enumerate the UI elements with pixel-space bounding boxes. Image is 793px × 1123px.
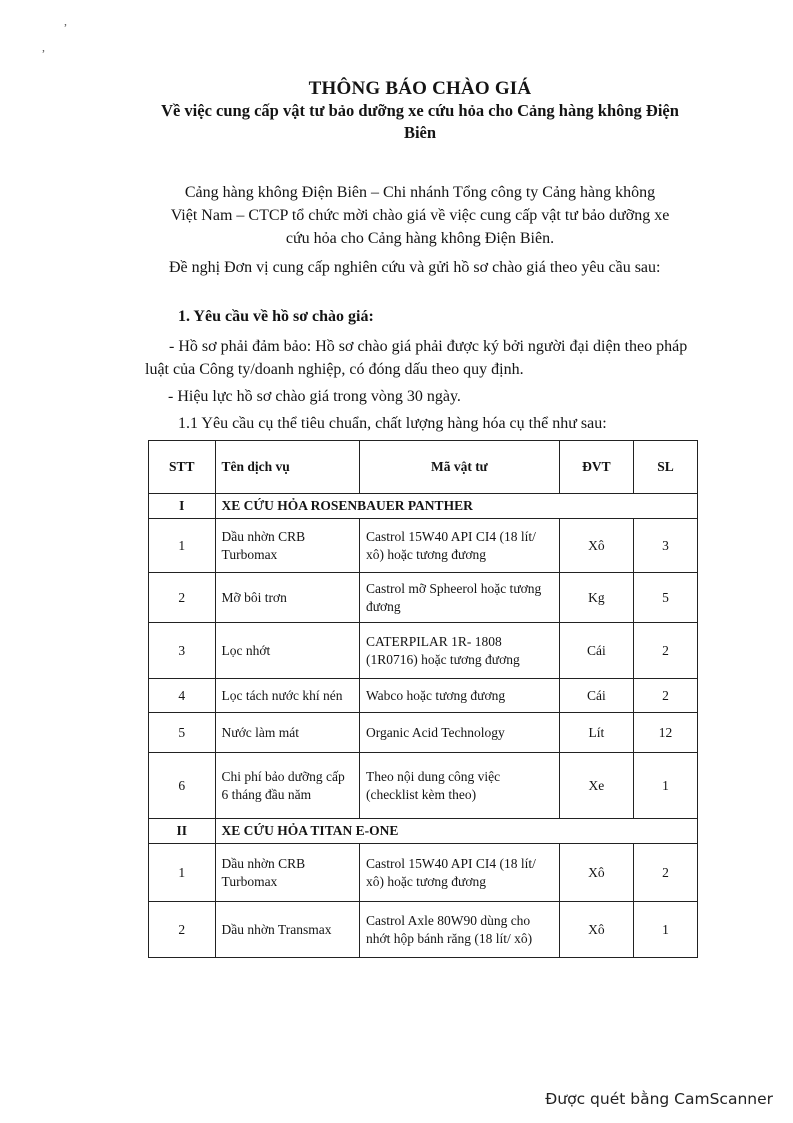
document-subtitle — [125, 100, 715, 144]
cell-qty: 2 — [633, 623, 697, 679]
table-header-row — [149, 441, 698, 494]
table-row — [149, 902, 698, 958]
table-row — [149, 623, 698, 679]
section-stt: II — [149, 819, 216, 844]
goods-table — [148, 440, 698, 958]
scanner-watermark: Được quét bằng CamScanner — [545, 1090, 773, 1108]
request-paragraph: Đề nghị Đơn vị cung cấp nghiên cứu và gửi hồ sơ chào giá theo yêu cầu sau: — [169, 259, 661, 276]
cell-unit: Xô — [559, 844, 633, 902]
section-heading: 1. Yêu cầu về hồ sơ chào giá: — [178, 308, 374, 325]
section-stt: I — [149, 494, 216, 519]
subtitle-line: Biên — [403, 123, 437, 142]
cell-stt: 2 — [149, 902, 216, 958]
header-unit: ĐVT — [559, 441, 633, 494]
table-row — [149, 753, 698, 819]
subtitle-line: Về việc cung cấp vật tư bảo dưỡng xe cứu hỏa cho Cảng hàng không Điện — [161, 101, 679, 120]
cell-stt: 3 — [149, 623, 216, 679]
cell-name: Mỡ bôi trơn — [215, 573, 359, 623]
cell-name: Chi phí bảo dưỡng cấp 6 tháng đầu năm — [215, 753, 359, 819]
cell-code: CATERPILAR 1R- 1808 (1R0716) hoặc tương đương — [359, 623, 559, 679]
requirement-item: 1.1 Yêu cầu cụ thể tiêu chuẩn, chất lượng hàng hóa cụ thể như sau: — [178, 415, 607, 432]
table-row — [149, 573, 698, 623]
cell-name: Lọc tách nước khí nén — [215, 679, 359, 713]
scan-mark: , — [64, 14, 67, 28]
cell-unit: Xe — [559, 753, 633, 819]
cell-code: Castrol 15W40 API CI4 (18 lít/ xô) hoặc tương đương — [359, 844, 559, 902]
cell-unit: Xô — [559, 519, 633, 573]
table-row — [149, 679, 698, 713]
cell-unit: Cái — [559, 623, 633, 679]
cell-unit: Cái — [559, 679, 633, 713]
cell-name: Nước làm mát — [215, 713, 359, 753]
intro-paragraph — [140, 181, 700, 250]
cell-stt: 1 — [149, 519, 216, 573]
table-section-row — [149, 819, 698, 844]
table-row — [149, 844, 698, 902]
intro-line: Cảng hàng không Điện Biên – Chi nhánh Tổng công ty Cảng hàng không — [184, 184, 656, 201]
header-code: Mã vật tư — [359, 441, 559, 494]
requirement-item: - Hồ sơ phải đảm bảo: Hồ sơ chào giá phải được ký bởi người đại diện theo pháp luật của Công ty/doanh nghiệp, có đóng dấu theo quy định. — [145, 338, 688, 378]
cell-unit: Xô — [559, 902, 633, 958]
cell-name: Dầu nhờn CRB Turbomax — [215, 519, 359, 573]
cell-stt: 4 — [149, 679, 216, 713]
cell-qty: 2 — [633, 679, 697, 713]
cell-name: Dầu nhờn CRB Turbomax — [215, 844, 359, 902]
cell-stt: 1 — [149, 844, 216, 902]
cell-code: Organic Acid Technology — [359, 713, 559, 753]
header-name: Tên dịch vụ — [215, 441, 359, 494]
scan-mark: , — [42, 40, 45, 54]
cell-stt: 6 — [149, 753, 216, 819]
cell-code: Theo nội dung công việc (checklist kèm theo) — [359, 753, 559, 819]
cell-qty: 1 — [633, 753, 697, 819]
section-title: XE CỨU HỎA TITAN E-ONE — [215, 819, 697, 844]
cell-qty: 1 — [633, 902, 697, 958]
requirement-item: - Hiệu lực hồ sơ chào giá trong vòng 30 ngày. — [168, 388, 461, 405]
cell-qty: 5 — [633, 573, 697, 623]
cell-unit: Lít — [559, 713, 633, 753]
table-row — [149, 713, 698, 753]
intro-line: Việt Nam – CTCP tổ chức mời chào giá về việc cung cấp vật tư bảo dưỡng xe — [170, 207, 670, 224]
cell-stt: 5 — [149, 713, 216, 753]
cell-unit: Kg — [559, 573, 633, 623]
cell-name: Dầu nhờn Transmax — [215, 902, 359, 958]
cell-code: Castrol mỡ Spheerol hoặc tương đương — [359, 573, 559, 623]
cell-code: Castrol Axle 80W90 dùng cho nhớt hộp bánh răng (18 lít/ xô) — [359, 902, 559, 958]
header-qty: SL — [633, 441, 697, 494]
cell-qty: 2 — [633, 844, 697, 902]
cell-qty: 12 — [633, 713, 697, 753]
cell-code: Castrol 15W40 API CI4 (18 lít/ xô) hoặc tương đương — [359, 519, 559, 573]
cell-qty: 3 — [633, 519, 697, 573]
table-section-row — [149, 494, 698, 519]
cell-name: Lọc nhớt — [215, 623, 359, 679]
header-stt: STT — [149, 441, 216, 494]
cell-code: Wabco hoặc tương đương — [359, 679, 559, 713]
table-row — [149, 519, 698, 573]
document-title: THÔNG BÁO CHÀO GIÁ — [308, 78, 532, 99]
intro-line: cứu hỏa cho Cảng hàng không Điện Biên. — [285, 230, 555, 247]
section-title: XE CỨU HỎA ROSENBAUER PANTHER — [215, 494, 697, 519]
cell-stt: 2 — [149, 573, 216, 623]
